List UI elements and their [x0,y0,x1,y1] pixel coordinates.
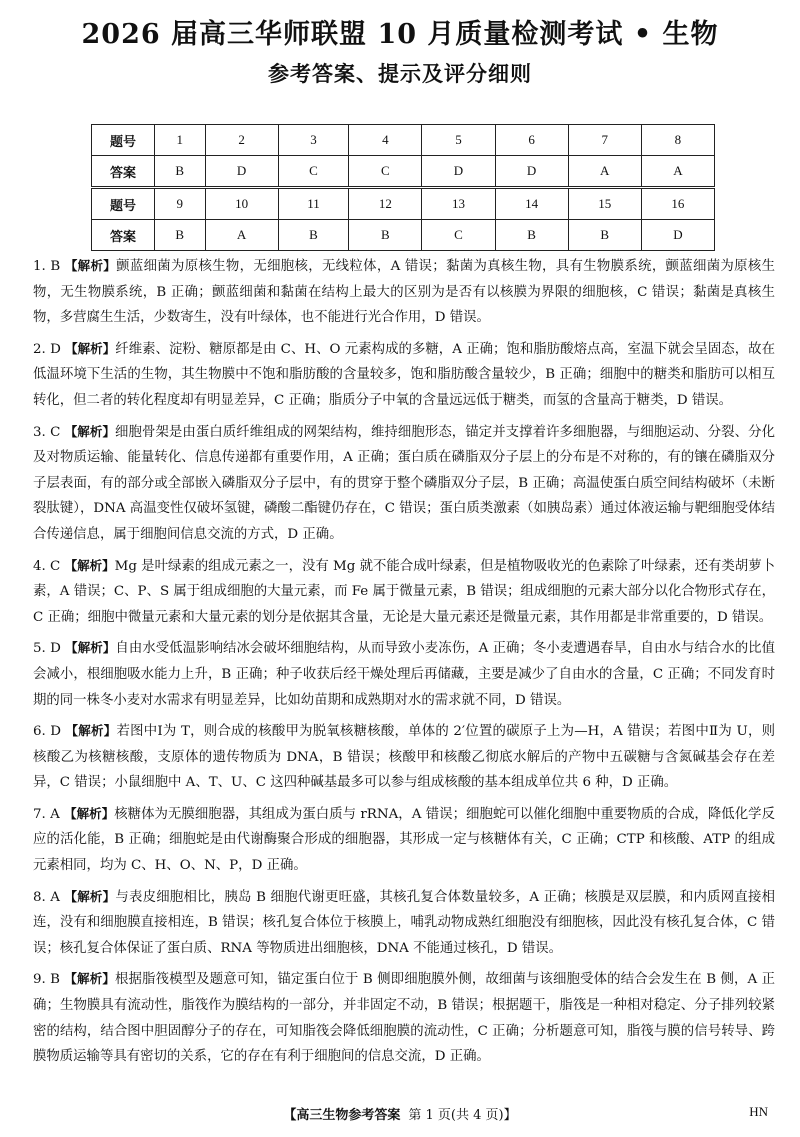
table-cell: A [641,156,714,188]
row-label: 答案 [92,156,155,188]
analysis-tag: 【解析】 [64,805,115,821]
analysis-tag: 【解析】 [64,258,117,273]
analysis-tag: 【解析】 [65,723,117,739]
explanation-item [33,801,775,879]
table-cell: 12 [349,188,422,220]
item-text: 细胞骨架是由蛋白质纤维组成的网架结构，维持细胞形态，锚定并支撑着许多细胞器，与细胞运动、分裂、分化及对物质运输、能量转化、信息传递都有重要作用，A 正确；蛋白质在磷脂双分子层上的分布是不对称的，有的镶在磷脂双分子层表面，有的部分或全部嵌入磷脂双分子层中，有的贯穿于整个磷脂双分子层，B 正确；高温使蛋白质空间结构破坏（未断裂肽键），DNA 高温变性仅破坏氢键，磷酸二酯键仍存在，C 错误；蛋白质类激素（如胰岛素）通过体液运输与靶细胞受体结合传递信息，属于细胞间信息交流的方式，D 正确。 [33,424,775,542]
item-text: 若图中Ⅰ为 T，则合成的核酸甲为脱氧核糖核酸，单体的 2′位置的碳原子上为—H，A 错误；若图中Ⅱ为 U，则核酸乙为核糖核酸，支原体的遗传物质为 DNA，B 错误；核酸甲和核酸乙彻底水解后的产物中五碳糖与含氮碱基会存在差异，C 错误；小鼠细胞中 A、T、U、C 这四种碱基最多可以参与组成核酸的基本组成单位共 6 种，D 正确。 [33,724,775,791]
item-text: 颤蓝细菌为原核生物，无细胞核，无线粒体，A 错误；黏菌为真核生物，具有生物膜系统，颤蓝细菌为原核生物，无生物膜系统，B 正确；颤蓝细菌和黏菌在结构上最大的区别为是否有以核膜为界限的细胞核，C 错误；黏菌是真核生物，多营腐生生活，少数寄生，没有叶绿体，也不能进行光合作用，D 错误。 [33,259,775,326]
table-cell: 14 [495,188,568,220]
table-row [92,156,715,188]
table-cell: 10 [205,188,278,220]
item-number: 3. C [33,424,61,440]
item-number: 9. B [33,972,61,988]
explanation-item [33,884,775,962]
item-number: 2. D [33,341,61,357]
table-cell: D [495,156,568,188]
table-cell: D [641,220,714,251]
item-number: 1. B [33,259,61,274]
explanation-item [33,419,775,548]
table-cell: 9 [155,188,206,220]
explanation-item [33,553,775,631]
table-row [92,220,715,251]
table-cell: B [278,220,349,251]
table-row [92,188,715,220]
page-subtitle: 参考答案、提示及评分细则 [268,61,532,86]
row-label: 题号 [92,125,155,156]
table-cell: 13 [422,188,495,220]
table-row [92,125,715,156]
table-cell: D [205,156,278,188]
item-text: 自由水受低温影响结冰会破坏细胞结构，从而导致小麦冻伤，A 正确；冬小麦遭遇春旱，自由水与结合水的比值会减小，根细胞吸水能力上升，B 正确；种子收获后经干燥处理后再储藏，主要是减少了自由水的含量，C 正确；不同发育时期的同一株冬小麦对水需求有明显差异，比如幼苗期和成熟期对水的需求就不同，D 错误。 [33,641,775,708]
table-cell: 2 [205,125,278,156]
table-cell: C [278,156,349,188]
explanation-item [33,253,775,331]
table-cell: A [205,220,278,251]
table-cell: B [155,156,206,188]
table-cell: 1 [155,125,206,156]
table-cell: 3 [278,125,349,156]
table-cell: 8 [641,125,714,156]
table-cell: A [568,156,641,188]
item-text: 根据脂筏模型及题意可知，锚定蛋白位于 B 侧即细胞膜外侧，故细菌与该细胞受体的结合会发生在 B 侧，A 正确；生物膜具有流动性，脂筏作为膜结构的一部分，并非固定不动，B 错误；根据题干，脂筏是一种相对稳定、分子排列较紧密的结构，结合图中胆固醇分子的存在，可知脂筏会降低细胞膜的流动性，C 正确；分析题意可知，脂筏与膜的信号转导、跨膜物质运输等具有密切的关系，它的存在有利于细胞间的信息交流，D 正确。 [33,972,775,1065]
table-cell: 15 [568,188,641,220]
item-number: 6. D [33,724,62,740]
table-cell: 7 [568,125,641,156]
item-number: 8. A [33,889,60,905]
analysis-tag: 【解析】 [64,423,116,439]
table-cell: 4 [349,125,422,156]
table-cell: B [495,220,568,251]
explanations [33,253,775,1075]
analysis-tag: 【解析】 [65,640,116,656]
answer-table [91,124,715,251]
table-cell: D [422,156,495,188]
item-text: 纤维素、淀粉、糖原都是由 C、H、O 元素构成的多糖，A 正确；饱和脂肪酸熔点高，室温下就会呈固态，故在低温环境下生活的生物，其生物膜中不饱和脂肪酸的含量较多，饱和脂肪酸含量较少，B 正确；细胞中的糖类和脂肪可以相互转化，但二者的转化程度却有明显差异，C 正确；脂质分子中氧的含量远远低于糖类，而氢的含量高于糖类，D 错误。 [33,341,775,408]
table-cell: C [349,156,422,188]
table-cell: B [568,220,641,251]
item-text: 核糖体为无膜细胞器，其组成为蛋白质与 rRNA，A 错误；细胞蛇可以催化细胞中重要物质的合成，降低化学反应的活化能，B 正确；细胞蛇是由代谢酶聚合形成的细胞器，其形成一定与核糖体有关，C 正确；CTP 和核酸、ATP 的组成元素相同，均为 C、H、O、N、P，D 正确。 [33,806,775,874]
page-footer [0,1104,800,1123]
explanation-item [33,635,775,713]
table-cell: B [155,220,206,251]
table-cell: 11 [278,188,349,220]
item-number: 5. D [33,641,61,657]
page-number: 第 1 页(共 4 页)】 [408,1108,517,1123]
item-number: 7. A [33,806,60,822]
table-cell: 6 [495,125,568,156]
table-cell: 5 [422,125,495,156]
analysis-tag: 【解析】 [65,340,116,356]
edition-code: HN [749,1104,768,1119]
page-title: 2026 届高三华师联盟 10 月质量检测考试 • 生物 [81,19,719,50]
item-text: 与表皮细胞相比，胰岛 B 细胞代谢更旺盛，其核孔复合体数量较多，A 正确；核膜是双层膜，和内质网直接相连，没有和细胞膜直接相连，B 错误；核孔复合体位于核膜上，哺乳动物成熟红细胞没有细胞核，因此没有核孔复合体，C 错误；核孔复合体保证了蛋白质、RNA 等物质进出细胞核，DNA 不能通过核孔，D 错误。 [33,889,775,956]
table-cell: B [349,220,422,251]
analysis-tag: 【解析】 [64,557,115,573]
footer-label: 【高三生物参考答案 [283,1108,401,1123]
analysis-tag: 【解析】 [64,971,115,987]
item-number: 4. C [33,558,61,574]
row-label: 答案 [92,220,155,251]
row-label: 题号 [92,188,155,220]
explanation-item [33,718,775,796]
table-cell: 16 [641,188,714,220]
table-cell: C [422,220,495,251]
explanation-item [33,966,775,1069]
analysis-tag: 【解析】 [64,888,116,904]
explanation-item [33,336,775,414]
item-text: Mg 是叶绿素的组成元素之一，没有 Mg 就不能合成叶绿素，但是植物吸收光的色素除了叶绿素，还有类胡萝卜素，A 错误；C、P、S 属于组成细胞的大量元素，而 Fe 属于微量元素，B 错误；组成细胞的元素大部分以化合物形式存在，C 正确；细胞中微量元素和大量元素的划分是依据其含量，无论是大量元素还是微量元素，其作用都是非常重要的，D 错误。 [33,558,775,625]
